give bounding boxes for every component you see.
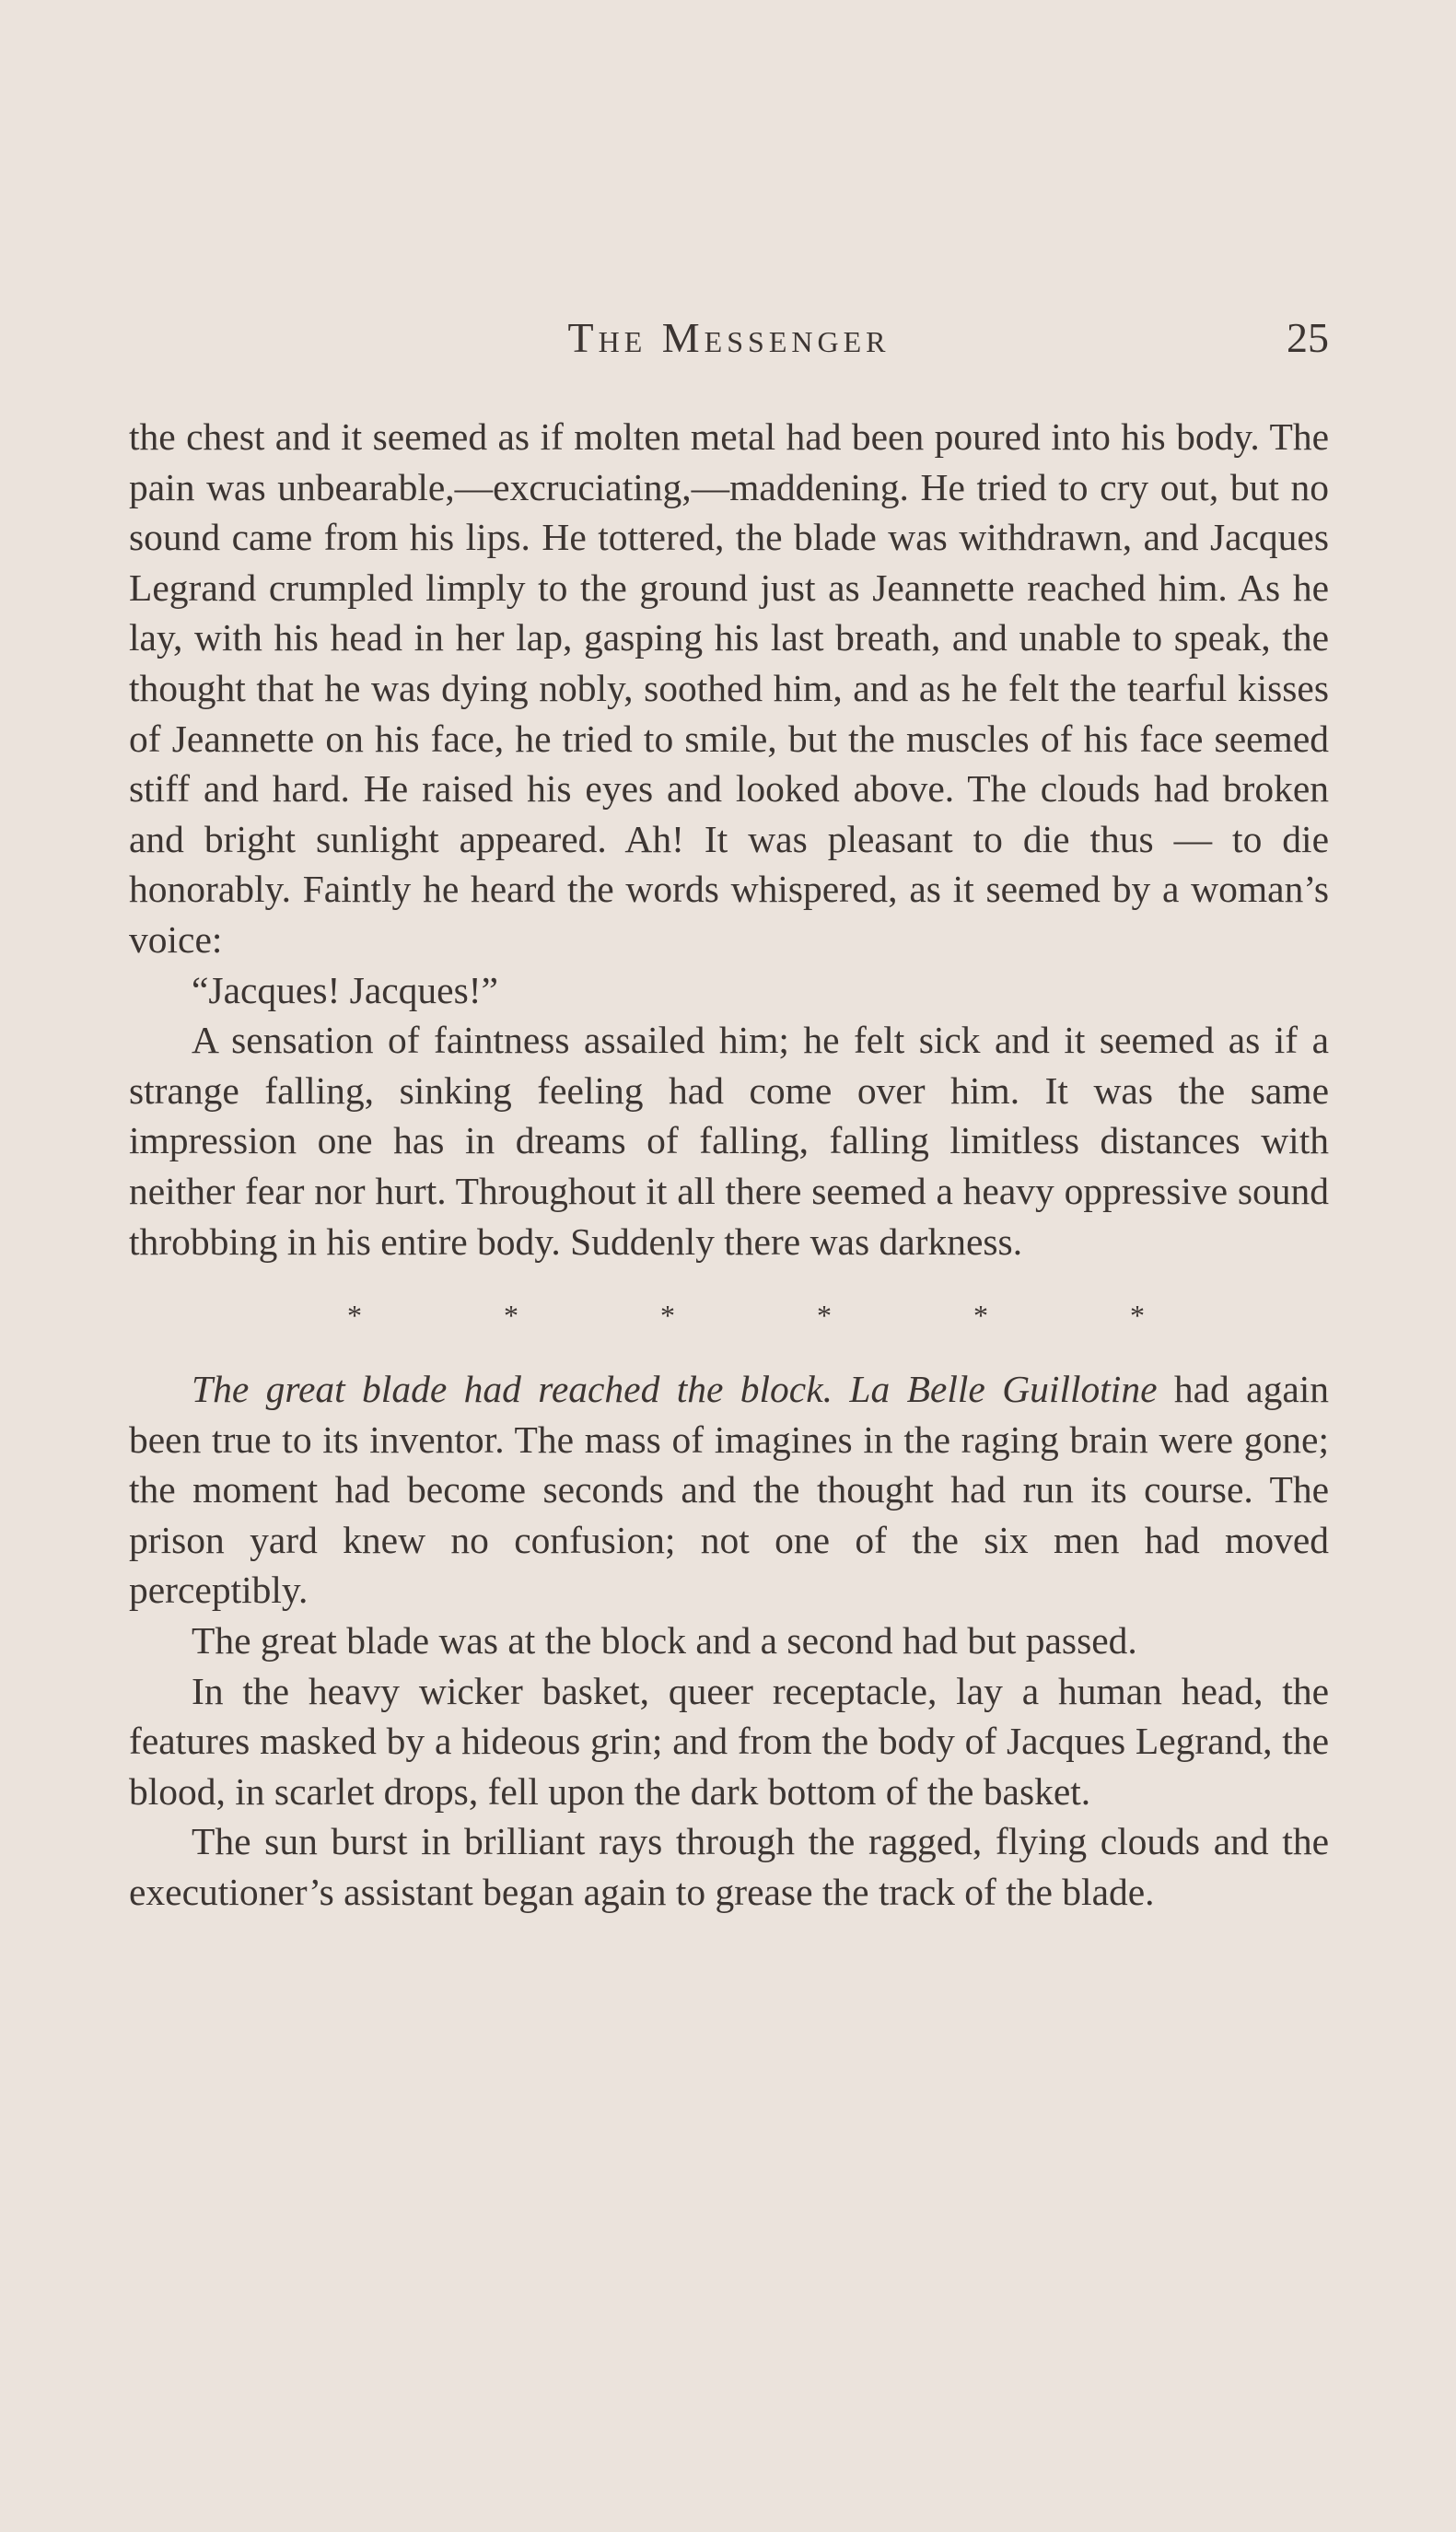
paragraph-4-rest: had again been true to its inventor. The mass of imagines in the raging brain were gone; the moment had become seconds and the thought had run its course. The prison yard knew no confusion; not one of the six men had moved perceptibly. <box>129 1368 1330 1612</box>
asterisk-1: * <box>347 1299 362 1333</box>
section-separator <box>341 1285 1151 1346</box>
paragraph-3: A sensation of faintness assailed him; he felt sick and it seemed as if a strange falling, sinking feeling had come over him. It was the same impression one has in dreams of falling, falling limitless distances with neither fear nor hurt. Throughout it all there seemed a heavy oppressive sound throbbing in his entire body. Suddenly there was darkness. <box>129 1019 1329 1263</box>
paragraph-7: The sun burst in brilliant rays through the ragged, flying clouds and the executioner’s assistant began again to grease the track of the blade. <box>129 1820 1329 1914</box>
asterisk-5: * <box>973 1299 988 1333</box>
running-title: The Messenger <box>567 314 891 361</box>
paragraph-5: The great blade was at the block and a second had but passed. <box>192 1619 1137 1663</box>
asterisk-2: * <box>504 1299 518 1333</box>
asterisk-6: * <box>1130 1299 1145 1333</box>
paragraph-4 <box>129 1364 1329 1616</box>
paragraph-1: the chest and it seemed as if molten metal had been poured into his body. The pain was unbearable,—excruciating,—maddening. He tried to cry out, but no sound came from his lips. He tottered, the blade was withdrawn, and Jacques Legrand crumpled limply to the ground just as Jeannette reached him. As he lay, with his head in her lap, gasping his last breath, and unable to speak, the thought that he was dying nobly, soothed him, and as he felt the tearful kisses of Jeannette on his face, he tried to smile, but the muscles of his face seemed stiff and hard. He raised his eyes and looked above. The clouds had broken and bright sunlight appeared. Ah! It was pleasant to die thus — to die honorably. Faintly he heard the words whispered, as it seemed by a woman’s voice: <box>129 415 1329 961</box>
paragraph-2: “Jacques! Jacques!” <box>192 968 498 1011</box>
body-text <box>129 412 1329 1918</box>
paragraph-4-italic-opening: The great blade had reached the block. <box>192 1368 833 1411</box>
page-header <box>129 306 1329 370</box>
paragraph-4-space <box>833 1368 849 1410</box>
paragraph-4-italic-title: La Belle Guillotine <box>849 1368 1158 1411</box>
asterisk-3: * <box>660 1299 675 1333</box>
page-number: 25 <box>1287 314 1329 361</box>
paragraph-6: In the heavy wicker basket, queer receptacle, lay a human head, the features masked by a hideous grin; and from the body of Jacques Legrand, the blood, in scarlet drops, fell upon the dark bottom of the basket. <box>129 1669 1329 1813</box>
asterisk-4: * <box>817 1299 832 1333</box>
